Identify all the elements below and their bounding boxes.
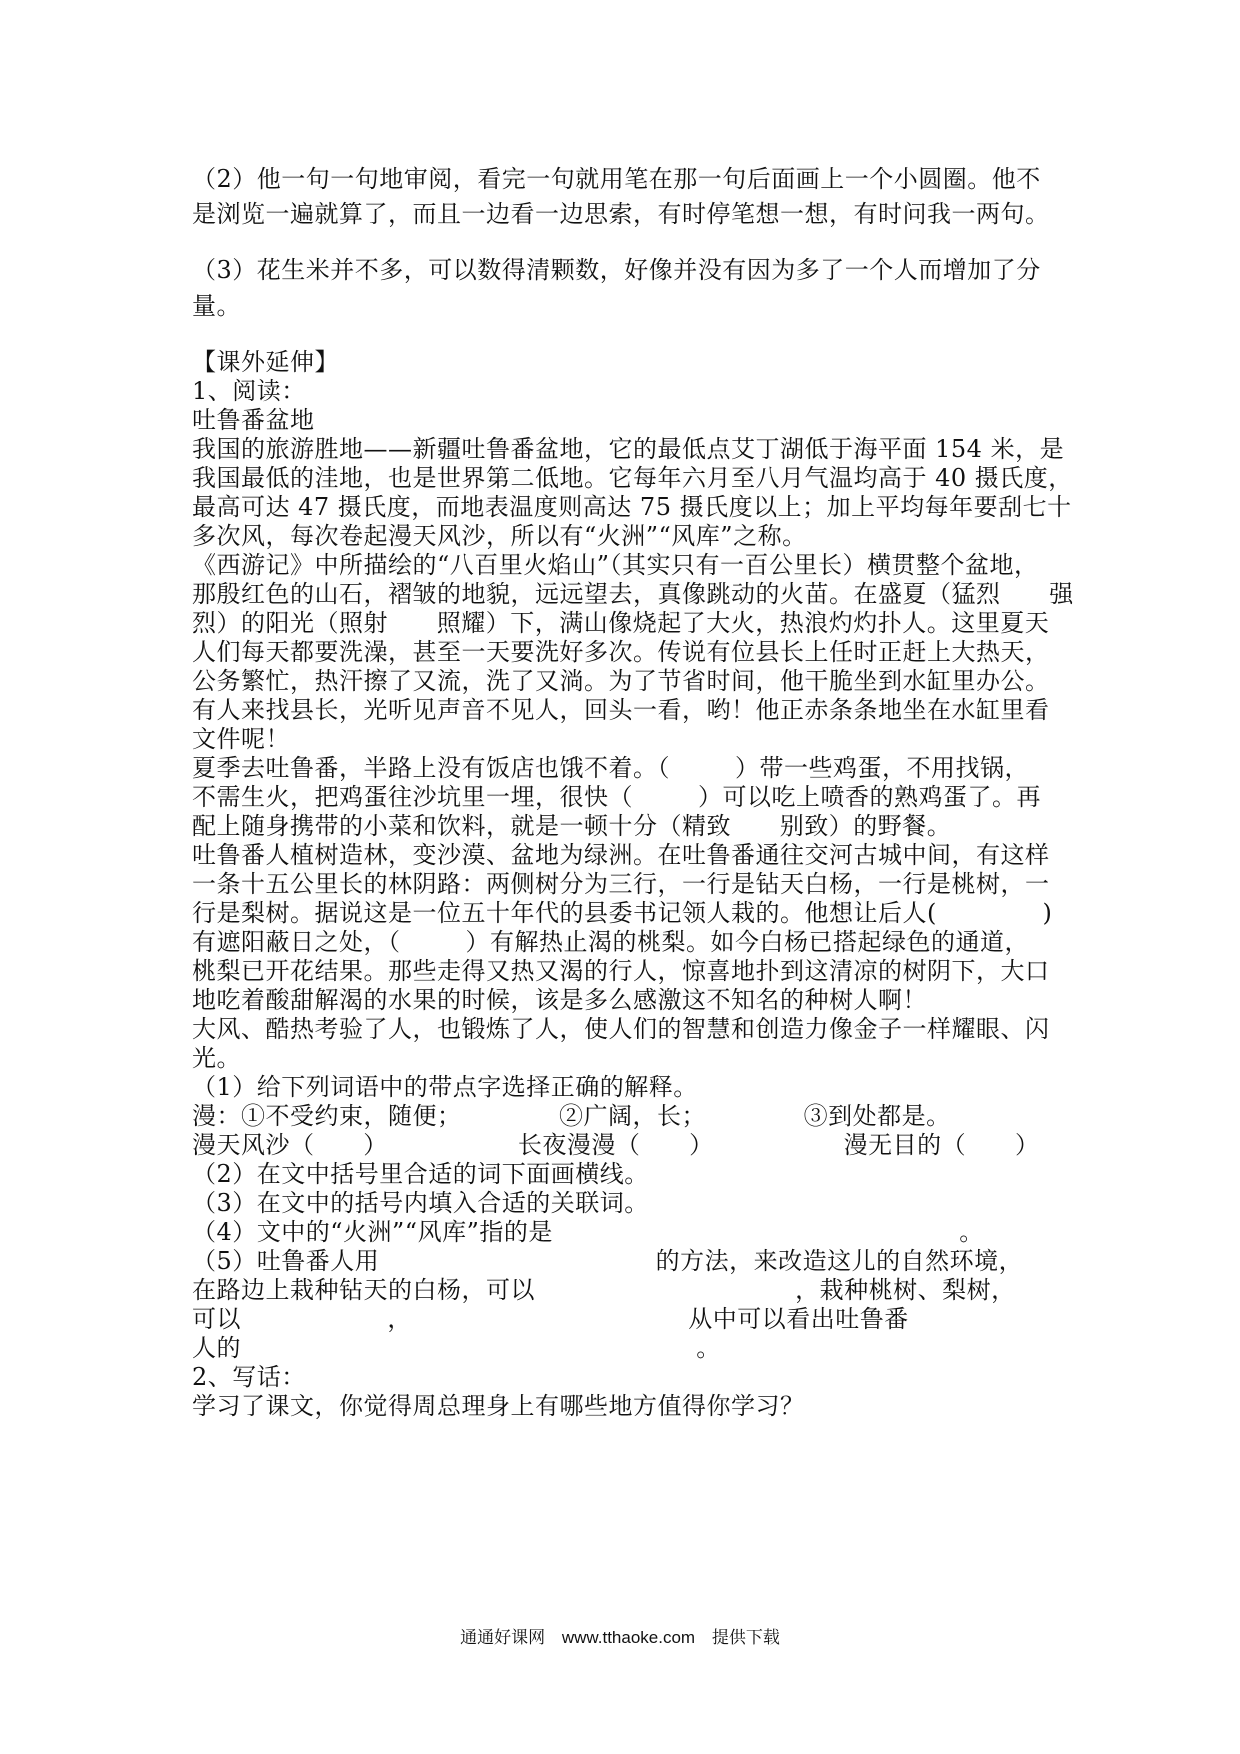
passage-line: 人们每天都要洗澡，甚至一天要洗好多次。传说有位县长上任时正赶上大热天，: [192, 638, 1050, 666]
footer-site-name: 通通好课网: [460, 1628, 546, 1647]
question-line: 漫天风沙（ ） 长夜漫漫（ ） 漫无目的（ ）: [192, 1131, 1040, 1159]
passage-line: 配上随身携带的小菜和饮料，就是一顿十分（精致 别致）的野餐。: [192, 812, 952, 840]
item-2-line-2: 是浏览一遍就算了，而且一边看一边思索，有时停笔想一想，有时问我一两句。: [192, 200, 1050, 228]
passage-line: 地吃着酸甜解渴的水果的时候，该是多么感激这不知名的种树人啊！: [192, 986, 927, 1014]
question-line: （3）在文中的括号内填入合适的关联词。: [192, 1189, 649, 1217]
writing-label: 2、写话：: [192, 1363, 306, 1391]
passage-line: 我国的旅游胜地——新疆吐鲁番盆地，它的最低点艾丁湖低于海平面 154 米，是: [192, 435, 1065, 463]
question-line: 漫：①不受约束，随便； ②广阔，长； ③到处都是。: [192, 1102, 951, 1130]
question-line: 在路边上栽种钻天的白杨，可以 ，栽种桃树、梨树，: [192, 1276, 1016, 1304]
reading-label: 1、阅读：: [192, 377, 306, 405]
item-3-line-2: 量。: [192, 292, 241, 320]
section-heading: 【课外延伸】: [192, 348, 339, 376]
passage-line: 一条十五公里长的林阴路：两侧树分为三行，一行是钻天白杨，一行是桃树，一: [192, 870, 1050, 898]
question-line: （1）给下列词语中的带点字选择正确的解释。: [192, 1073, 698, 1101]
passage-line: 有人来找县长，光听见声音不见人，回头一看，哟！他正赤条条地坐在水缸里看: [192, 696, 1050, 724]
question-line: （2）在文中括号里合适的词下面画横线。: [192, 1160, 649, 1188]
item-2-line-1: （2）他一句一句地审阅，看完一句就用笔在那一句后面画上一个小圆圈。他不: [192, 165, 1041, 193]
passage-title: 吐鲁番盆地: [192, 406, 315, 434]
passage-line: 有遮阳蔽日之处，（ ）有解热止渴的桃梨。如今白杨已搭起绿色的通道，: [192, 928, 1030, 956]
page-footer: [0, 1623, 1240, 1648]
passage-line: 烈）的阳光（照射 照耀）下，满山像烧起了大火，热浪灼灼扑人。这里夏天: [192, 609, 1050, 637]
passage-line: 公务繁忙，热汗擦了又流，洗了又淌。为了节省时间，他干脆坐到水缸里办公。: [192, 667, 1050, 695]
writing-prompt: 学习了课文，你觉得周总理身上有哪些地方值得你学习？: [192, 1392, 805, 1420]
passage-line: 最高可达 47 摄氏度，而地表温度则高达 75 摄氏度以上；加上平均每年要刮七十: [192, 493, 1072, 521]
item-3-line-1: （3）花生米并不多，可以数得清颗数，好像并没有因为多了一个人而增加了分: [192, 256, 1041, 284]
passage-line: 大风、酷热考验了人，也锻炼了人，使人们的智慧和创造力像金子一样耀眼、闪: [192, 1015, 1050, 1043]
footer-url: www.tthaoke.com: [561, 1628, 696, 1647]
passage-line: 吐鲁番人植树造林，变沙漠、盆地为绿洲。在吐鲁番通往交河古城中间，有这样: [192, 841, 1050, 869]
passage-line: 夏季去吐鲁番，半路上没有饭店也饿不着。（ ）带一些鸡蛋，不用找锅，: [192, 754, 1030, 782]
passage-line: 多次风，每次卷起漫天风沙，所以有“火洲”“风库”之称。: [192, 522, 807, 550]
passage-line: 《西游记》中所描绘的“八百里火焰山”（其实只有一百公里长）横贯整个盆地，: [192, 551, 1039, 579]
passage-line: 光。: [192, 1044, 241, 1072]
passage-line: 桃梨已开花结果。那些走得又热又渴的行人，惊喜地扑到这清凉的树阴下，大口: [192, 957, 1050, 985]
question-line: 人的 。: [192, 1334, 721, 1362]
passage-line: 行是梨树。据说这是一位五十年代的县委书记领人栽的。他想让后人( ): [192, 899, 1053, 927]
question-line: 可以 ， 从中可以看出吐鲁番: [192, 1305, 909, 1333]
passage-line: 不需生火，把鸡蛋往沙坑里一埋，很快（ ）可以吃上喷香的熟鸡蛋了。再: [192, 783, 1042, 811]
passage-line: 文件呢！: [192, 725, 290, 753]
footer-suffix: 提供下载: [711, 1628, 780, 1647]
passage-line: 我国最低的洼地，也是世界第二低地。它每年六月至八月气温均高于 40 摄氏度，: [192, 464, 1073, 492]
question-line: （4）文中的“火洲”“风库”指的是 。: [192, 1218, 984, 1246]
question-line: （5）吐鲁番人用 的方法，来改造这儿的自然环境，: [192, 1247, 1024, 1275]
passage-line: 那殷红色的山石，褶皱的地貌，远远望去，真像跳动的火苗。在盛夏（猛烈 强: [192, 580, 1074, 608]
